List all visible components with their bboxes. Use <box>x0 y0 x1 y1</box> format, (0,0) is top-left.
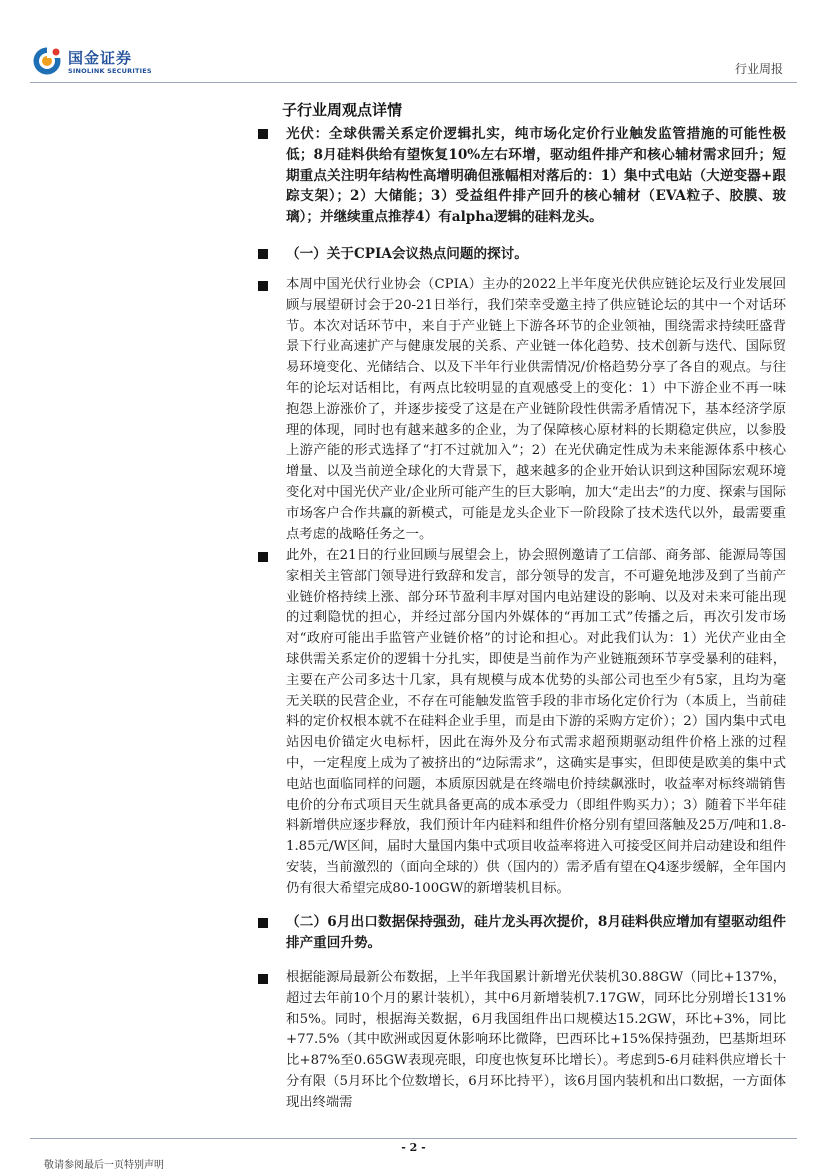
logo-english-name: SINOLINK SECURITIES <box>68 67 152 75</box>
bullet-square-icon <box>258 974 268 984</box>
logo-chinese-name: 国金证券 <box>68 49 133 67</box>
header-divider <box>30 82 797 83</box>
bullet-square-icon <box>258 918 268 928</box>
page-header <box>0 0 827 90</box>
bullet-square-icon <box>258 249 268 259</box>
paragraph-pv-summary: 光伏：全球供需关系定价逻辑扎实，纯市场化定价行业触发监管措施的可能性极低；8月硅料供给有望恢复10%左右环增，驱动组件排产和核心辅材需求回升；短期重点关注明年结构性高增明确但涨幅相对落后的：1）集中式电站（大逆变器+跟踪支架）；2）大储能；3）受益组件排产回升的核心辅材（EVA粒子、胶膜、玻璃）；并继续重点推荐4）有alpha逻辑的硅料龙头。 <box>286 126 786 226</box>
paragraph-heading-cpia: （一）关于CPIA会议热点问题的探讨。 <box>286 246 528 262</box>
paragraph-regulation-view: 此外，在21日的行业回顾与展望会上，协会照例邀请了工信部、商务部、能源局等国家相关主管部门领导进行致辞和发言，部分领导的发言，不可避免地涉及到了当前产业链价格持续上涨、部分环节盈利丰厚对国内电站建设的影响、以及对未来可能出现的过剩隐忧的担心，并经过部分国内外媒体的“再加工式”传播之后，再次引发市场对“政府可能出手监管产业链价格”的讨论和担心。对此我们认为：1）光伏产业由全球供需关系定价的逻辑十分扎实，即使是当前作为产业链瓶颈环节享受暴利的硅料，主要在产公司多达十几家，具有规模与成本优势的头部公司也至少有5家，且均为毫无关联的民营企业，不存在可能触发监管手段的非市场化定价行为（本质上，当前硅料的定价权根本就不在硅料企业手里，而是由下游的采购方定价）；2）国内集中式电站因电价锚定火电标杆，因此在海外及分布式需求超预期驱动组件价格上涨的过程中，一定程度上成为了被挤出的“边际需求”，这确实是事实，但即使是欧美的集中式电站也面临同样的问题，本质原因就是在终端电价持续飙涨时，收益率对标终端销售电价的分布式项目天生就具备更高的成本承受力（即组件购买力）；3）随着下半年硅料新增供应逐步释放，我们预计年内硅料和组件价格分别有望回落触及25万/吨和1.8-1.85元/W区间，届时大量国内集中式项目收益率将进入可接受区间并启动建设和组件安装，当前激烈的（面向全球的）供（国内的）需矛盾有望在Q4逐步缓解，全年国内仍有很大希望完成80-100GW的新增装机目标。 <box>286 548 786 896</box>
section-title: 子行业周观点详情 <box>282 101 403 119</box>
footer-disclaimer: 敬请参阅最后一页特别声明 <box>44 1160 164 1171</box>
page-number: - 2 - <box>401 1141 426 1154</box>
bullet-square-icon <box>258 552 268 562</box>
bullet-square-icon <box>258 129 268 139</box>
sinolink-logo-icon <box>32 46 62 76</box>
paragraph-heading-export: （二）6月出口数据保持强劲，硅片龙头再次提价，8月硅料供应增加有望驱动组件排产重回升势。 <box>286 914 786 951</box>
bullet-square-icon <box>258 281 268 291</box>
footer-divider <box>30 1138 797 1139</box>
report-type-label: 行业周报 <box>734 62 783 76</box>
paragraph-installation-data: 根据能源局最新公布数据，上半年我国累计新增光伏装机30.88GW（同比+137%，超过去年前10个月的累计装机），其中6月新增装机7.17GW，同环比分别增长131%和5%。同时，根据海关数据，6月我国组件出口规模达15.2GW，环比+3%，同比+77.5%（其中欧洲或因夏休影响环比微降，巴西环比+15%保持强劲，巴基斯坦环比+87%至0.65GW表现亮眼，印度也恢复环比增长）。考虑到5-6月硅料供应增长十分有限（5月环比个位数增长，6月环比持平），该6月国内装机和出口数据，一方面体现出终端需 <box>286 970 786 1110</box>
paragraph-cpia-forum: 本周中国光伏行业协会（CPIA）主办的2022上半年度光伏供应链论坛及行业发展回顾与展望研讨会于20-21日举行，我们荣幸受邀主持了供应链论坛的其中一个对话环节。本次对话环节中，来自于产业链上下游各环节的企业领袖，围绕需求持续旺盛背景下行业高速扩产与健康发展的关系、产业链一体化趋势、技术创新与迭代、国际贸易环境变化、光储结合、以及下半年行业供需情况/价格趋势分享了各自的观点。与往年的论坛对话相比，有两点比较明显的直观感受上的变化：1）中下游企业不再一味抱怨上游涨价了，并逐步接受了这是在产业链阶段性供需矛盾情况下，基本经济学原理的体现，同时也有越来越多的企业，为了保障核心原材料的长期稳定供应，以参股上游产能的形式选择了“打不过就加入”；2）在光伏确定性成为未来能源体系中核心增量、以及当前逆全球化的大背景下，越来越多的企业开始认识到这种国际宏观环境变化对中国光伏产业/企业所可能产生的巨大影响，加大“走出去”的力度、探索与国际市场客户合作共赢的新模式，可能是龙头企业下一阶段除了技术迭代以外，最需要重点考虑的战略任务之一。 <box>286 277 786 542</box>
